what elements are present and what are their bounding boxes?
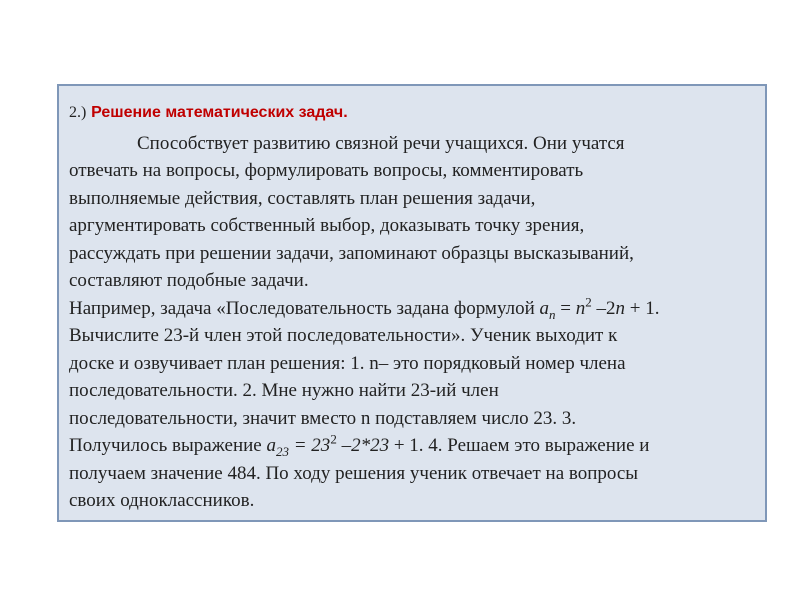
paragraph-2-line-5: последовательности, значит вместо n подставляем число 23. 3. xyxy=(69,407,577,429)
formula-var: a xyxy=(539,297,550,319)
paragraph-2-line-7: получаем значение 484. По ходу решения ученик отвечает на вопросы xyxy=(69,462,639,484)
paragraph-2-line-8: своих одноклассников. xyxy=(69,490,255,511)
paragraph-1-line-2: отвечать на вопросы, формулировать вопросы, комментировать xyxy=(69,160,584,181)
paragraph-1-line-5: рассуждать при решении задачи, запоминают образцы высказываний, xyxy=(69,242,634,264)
paragraph-2-line-1: Например, задача «Последовательность задана формулой $a_n = n^2$ –2n + 1. xyxy=(69,294,660,322)
paragraph-1-line-6: составляют подобные задачи. xyxy=(69,270,309,291)
section-title: Решение математических задач. xyxy=(91,104,348,121)
section-number: 2.) xyxy=(69,104,87,121)
content-box xyxy=(57,84,767,522)
paragraph-2-line-4: последовательности. 2. Мне нужно найти 23-ий член xyxy=(69,380,499,401)
paragraph-2-line-3: доске и озвучивает план решения: 1. n– это порядковый номер члена xyxy=(69,352,626,374)
paragraph-2-line-6: Получилось выражение $a_{23} = 23^2$ –2*23 + 1. 4. Решаем это выражение и xyxy=(69,431,650,459)
paragraph-1-line-1: Способствует развитию связной речи учащихся. Они учатся xyxy=(137,132,625,154)
section-heading xyxy=(69,98,755,127)
paragraph-2-line-2: Вычислите 23-й член этой последовательности». Ученик выходит к xyxy=(69,325,618,346)
paragraph-1-line-3: выполняемые действия, составлять план решения задачи, xyxy=(69,187,536,209)
paragraph-1-line-4: аргументировать собственный выбор, доказывать точку зрения, xyxy=(69,215,585,236)
